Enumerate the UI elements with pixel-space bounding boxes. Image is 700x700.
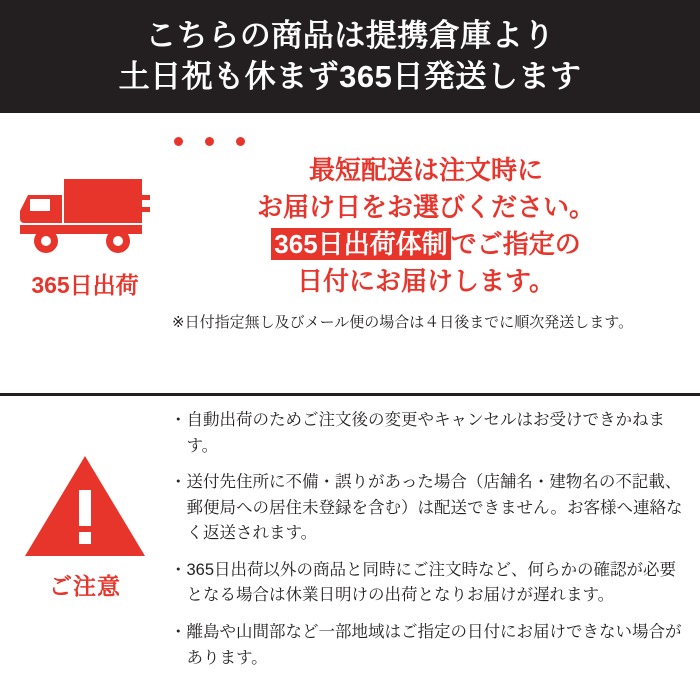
decorative-dots <box>174 137 682 146</box>
dot-icon <box>236 137 245 146</box>
header-line-2: 土日祝も休まず365日発送します <box>118 58 582 94</box>
dot-icon <box>205 137 214 146</box>
list-item <box>170 620 684 671</box>
warning-column <box>0 396 170 700</box>
delivery-message-section <box>0 113 700 396</box>
highlight-365-text: 365日出荷体制 <box>271 228 450 260</box>
list-item <box>170 470 684 547</box>
list-item-text: 送付先住所に不備・誤りがあった場合（店舗名・建物名の不記載、郵便局への居住未登録を含む）は配送できません。お客様へ連絡なく返送されます。 <box>186 473 683 543</box>
message-line-1: 最短配送は注文時に <box>308 155 543 185</box>
header-line-1: こちらの商品は提携倉庫より <box>145 17 555 53</box>
list-item-text: 自動出荷のためご注文後の変更やキャンセルはお受けできかねます。 <box>186 411 665 455</box>
list-item-text: 離島や山間部など一部地域はご指定の日付にお届けできない場合があります。 <box>186 622 682 667</box>
message-column <box>170 119 700 393</box>
truck-column <box>0 119 170 393</box>
list-item-text: 365日出荷以外の商品と同時にご注文時など、何らかの確認が必要となる場合は休業日明けの出荷となりお届けが遅れます。 <box>186 560 677 605</box>
message-line-3-rest: でご指定の <box>450 228 581 259</box>
list-item <box>170 408 684 459</box>
bullet-mark: ・ <box>170 473 187 492</box>
dot-icon <box>174 137 183 146</box>
message-line-4: 日付にお届けします。 <box>297 265 555 296</box>
delivery-truck-icon <box>20 171 150 257</box>
warning-triangle-icon <box>23 452 147 560</box>
truck-caption: 365日出荷 <box>31 272 139 298</box>
bullet-mark: ・ <box>170 622 187 641</box>
caution-list <box>170 396 700 700</box>
message-line-2: お届け日をお選びください。 <box>256 191 595 222</box>
bullet-mark: ・ <box>170 411 187 429</box>
banner-header <box>0 0 700 113</box>
delivery-note: ※日付指定無し及びメール便の場合は４日後までに順次発送します。 <box>172 313 634 331</box>
list-item <box>170 558 684 609</box>
caution-section <box>0 396 700 700</box>
warning-caption: ご注意 <box>49 573 121 599</box>
message-line-3 <box>170 226 682 263</box>
bullet-mark: ・ <box>170 560 187 579</box>
